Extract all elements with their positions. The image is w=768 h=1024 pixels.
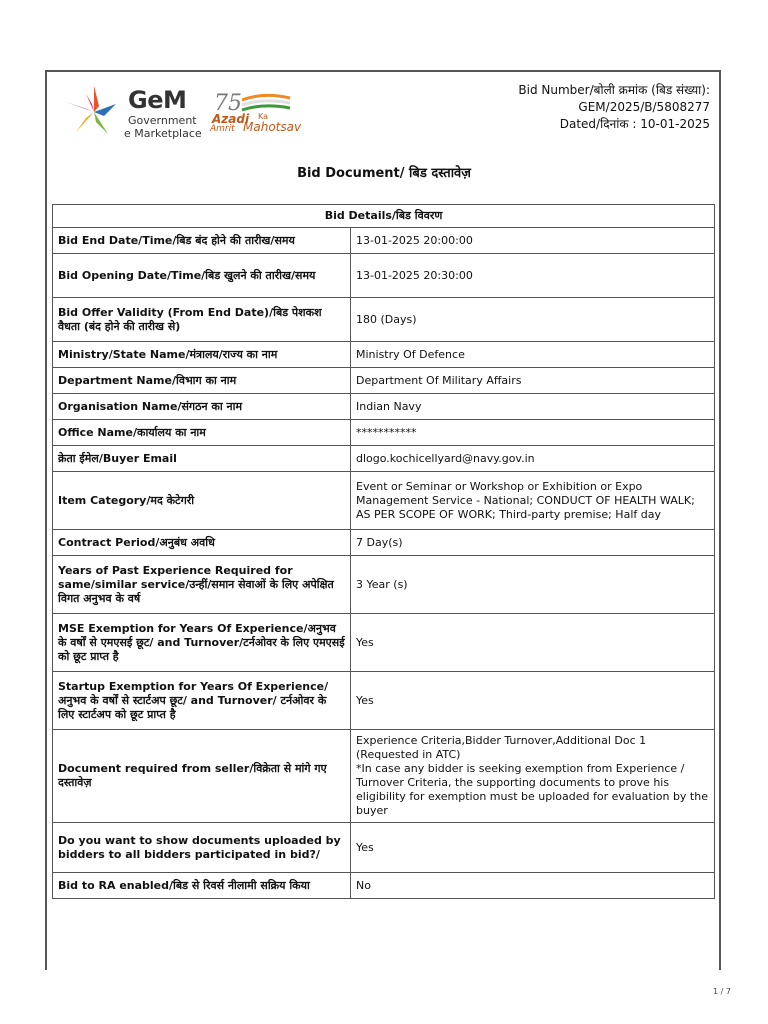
row-label: Document required from seller/विक्रेता से मांगे गए दस्तावेज़ bbox=[53, 730, 351, 823]
table-row bbox=[53, 298, 715, 342]
gem-logo-line1: Government bbox=[128, 114, 197, 127]
page-number: 1 / 7 bbox=[713, 987, 731, 996]
dated-label: Dated/दिनांक : bbox=[559, 117, 637, 131]
row-value: Department Of Military Affairs bbox=[351, 368, 715, 394]
row-label: Bid to RA enabled/बिड से रिवर्स नीलामी सक्रिय किया bbox=[53, 873, 351, 899]
row-value: 13-01-2025 20:00:00 bbox=[351, 228, 715, 254]
row-label: Years of Past Experience Required for same/similar service/उन्हीं/समान सेवाओं के लिए अपेक्षित विगत अनुभव के वर्ष bbox=[53, 556, 351, 614]
table-row bbox=[53, 394, 715, 420]
table-heading: Bid Details/बिड विवरण bbox=[53, 205, 715, 228]
table-row bbox=[53, 446, 715, 472]
table-row bbox=[53, 228, 715, 254]
row-value: 3 Year (s) bbox=[351, 556, 715, 614]
row-label: Bid Opening Date/Time/बिड खुलने की तारीख/समय bbox=[53, 254, 351, 298]
azadi-logo-number: 75 bbox=[214, 91, 242, 116]
row-value: *********** bbox=[351, 420, 715, 446]
table-row bbox=[53, 472, 715, 530]
row-label: क्रेता ईमेल/Buyer Email bbox=[53, 446, 351, 472]
gem-logo-name: GeM bbox=[128, 86, 187, 114]
dated-value: 10-01-2025 bbox=[640, 117, 710, 131]
bid-number-label: Bid Number/बोली क्रमांक (बिड संख्या): bbox=[518, 83, 710, 97]
row-value: Event or Seminar or Workshop or Exhibition or Expo Management Service - National; CONDUCT OF HEALTH WALK; AS PER SCOPE OF WORK; Third-party premise; Half day bbox=[351, 472, 715, 530]
row-label: MSE Exemption for Years Of Experience/अनुभव के वर्षों से एमएसई छूट/ and Turnover/टर्नओवर के लिए एमएसई को छूट प्राप्त है bbox=[53, 614, 351, 672]
row-value: 13-01-2025 20:30:00 bbox=[351, 254, 715, 298]
bid-details-table bbox=[52, 204, 715, 899]
row-value: Yes bbox=[351, 672, 715, 730]
table-row bbox=[53, 342, 715, 368]
row-value: Yes bbox=[351, 823, 715, 873]
row-value: Experience Criteria,Bidder Turnover,Additional Doc 1 (Requested in ATC) *In case any bidder is seeking exemption from Experience / Turnover Criteria, the supporting documents to prove his eligibility for exemption must be uploaded for evaluation by the buyer bbox=[351, 730, 715, 823]
row-value: Indian Navy bbox=[351, 394, 715, 420]
row-label: Organisation Name/संगठन का नाम bbox=[53, 394, 351, 420]
row-value: No bbox=[351, 873, 715, 899]
azadi-logo-word2: Amrit bbox=[210, 124, 235, 134]
bid-meta bbox=[518, 82, 710, 133]
table-heading-row bbox=[53, 205, 715, 228]
row-value: dlogo.kochicellyard@navy.gov.in bbox=[351, 446, 715, 472]
row-value: 7 Day(s) bbox=[351, 530, 715, 556]
bid-number: GEM/2025/B/5808277 bbox=[578, 100, 710, 114]
row-value: Yes bbox=[351, 614, 715, 672]
table-row bbox=[53, 873, 715, 899]
row-label: Department Name/विभाग का नाम bbox=[53, 368, 351, 394]
table-row bbox=[53, 823, 715, 873]
row-label: Do you want to show documents uploaded by bidders to all bidders participated in bid?/ bbox=[53, 823, 351, 873]
row-label: Item Category/मद केटेगरी bbox=[53, 472, 351, 530]
row-label: Office Name/कार्यालय का नाम bbox=[53, 420, 351, 446]
row-label: Bid End Date/Time/बिड बंद होने की तारीख/समय bbox=[53, 228, 351, 254]
table-row bbox=[53, 420, 715, 446]
table-row bbox=[53, 368, 715, 394]
table-row bbox=[53, 672, 715, 730]
azadi-logo-word3: Mahotsav bbox=[243, 120, 302, 134]
table-row bbox=[53, 254, 715, 298]
row-label: Bid Offer Validity (From End Date)/बिड पेशकश वैधता (बंद होने की तारीख से) bbox=[53, 298, 351, 342]
gem-logo-line2: e Marketplace bbox=[124, 127, 202, 140]
row-label: Startup Exemption for Years Of Experience/अनुभव के वर्षों से स्टार्टअप छूट/ and Turnover/ टर्नओवर के लिए स्टार्टअप को छूट प्राप्त है bbox=[53, 672, 351, 730]
table-row bbox=[53, 530, 715, 556]
azadi-logo-word1: Azadi bbox=[212, 112, 250, 126]
bid-dated bbox=[518, 116, 710, 133]
table-row bbox=[53, 556, 715, 614]
row-value: Ministry Of Defence bbox=[351, 342, 715, 368]
page-title: Bid Document/ बिड दस्तावेज़ bbox=[297, 166, 471, 181]
table-row bbox=[53, 730, 715, 823]
azadi-logo-ka: Ka bbox=[258, 112, 269, 121]
table-row bbox=[53, 614, 715, 672]
row-label: Ministry/State Name/मंत्रालय/राज्य का नाम bbox=[53, 342, 351, 368]
row-value: 180 (Days) bbox=[351, 298, 715, 342]
row-label: Contract Period/अनुबंध अवधि bbox=[53, 530, 351, 556]
